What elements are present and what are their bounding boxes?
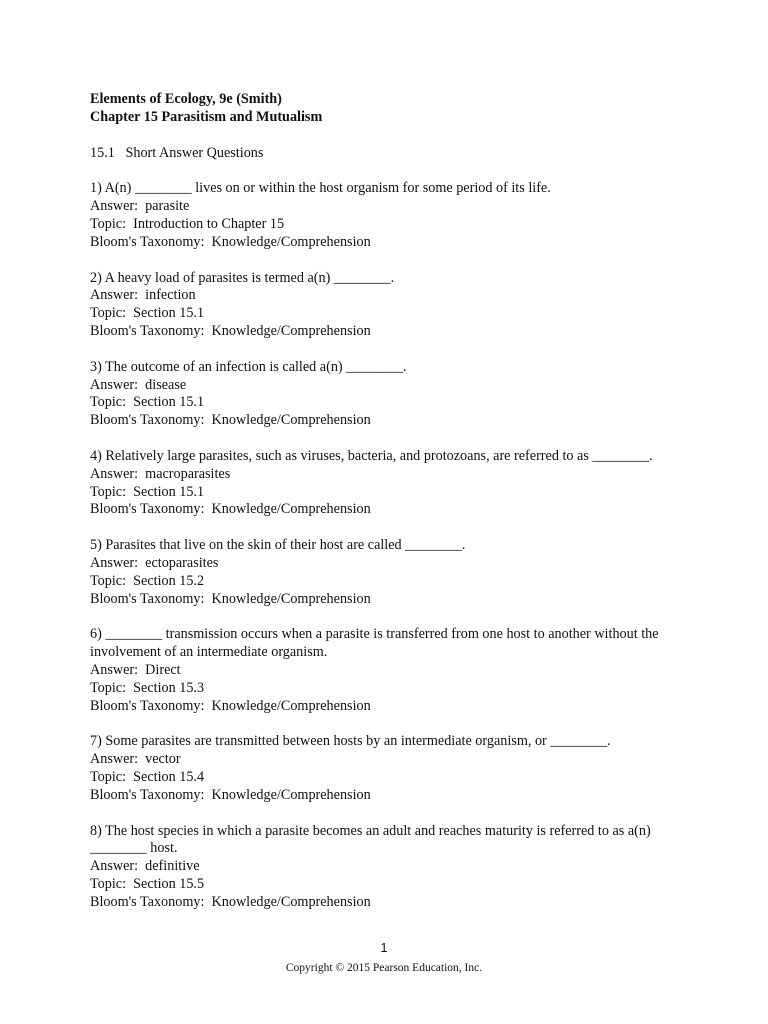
topic-text: Topic: Section 15.5 (90, 875, 205, 892)
answer-text: Answer: vector (90, 751, 181, 768)
blooms-text: Bloom's Taxonomy: Knowledge/Comprehension (90, 501, 371, 518)
section-heading: 15.1 Short Answer Questions (90, 144, 264, 161)
question-block-3 (90, 359, 690, 430)
blooms-text: Bloom's Taxonomy: Knowledge/Comprehension (90, 786, 371, 803)
answer-text: Answer: disease (90, 376, 187, 393)
topic-text: Topic: Section 15.3 (90, 679, 205, 696)
topic-text: Topic: Section 15.1 (90, 483, 205, 500)
question-block-2 (90, 270, 690, 341)
answer-text: Answer: ectoparasites (90, 554, 219, 571)
question-block-4 (90, 448, 690, 519)
answer-text: Answer: infection (90, 287, 196, 304)
question-block-6 (90, 626, 690, 715)
blooms-text: Bloom's Taxonomy: Knowledge/Comprehension (90, 322, 371, 339)
blooms-text: Bloom's Taxonomy: Knowledge/Comprehension (90, 590, 371, 607)
topic-text: Topic: Introduction to Chapter 15 (90, 215, 285, 232)
answer-text: Answer: parasite (90, 198, 190, 215)
question-block-8 (90, 823, 690, 912)
blooms-text: Bloom's Taxonomy: Knowledge/Comprehension (90, 697, 371, 714)
question-text: 8) The host species in which a parasite becomes an adult and reaches maturity is referred to as a(n) ________ host. (90, 822, 655, 857)
question-text: 4) Relatively large parasites, such as viruses, bacteria, and protozoans, are referred to as ________. (90, 447, 653, 464)
answer-text: Answer: macroparasites (90, 465, 231, 482)
topic-text: Topic: Section 15.1 (90, 394, 205, 411)
book-title: Elements of Ecology, 9e (Smith) (90, 91, 282, 107)
page-number: 1 (380, 940, 388, 955)
topic-text: Topic: Section 15.2 (90, 572, 205, 589)
question-text: 1) A(n) ________ lives on or within the host organism for some period of its life. (90, 180, 551, 197)
question-block-5 (90, 537, 690, 608)
topic-text: Topic: Section 15.4 (90, 768, 205, 785)
topic-text: Topic: Section 15.1 (90, 305, 205, 322)
blooms-text: Bloom's Taxonomy: Knowledge/Comprehension (90, 893, 371, 910)
question-text: 2) A heavy load of parasites is termed a(n) ________. (90, 269, 395, 286)
copyright-notice: Copyright © 2015 Pearson Education, Inc. (285, 962, 483, 974)
answer-text: Answer: Direct (90, 661, 181, 678)
blooms-text: Bloom's Taxonomy: Knowledge/Comprehension (90, 412, 371, 429)
question-block-7 (90, 733, 690, 804)
question-text: 7) Some parasites are transmitted between hosts by an intermediate organism, or ________. (90, 733, 611, 750)
chapter-title: Chapter 15 Parasitism and Mutualism (90, 108, 323, 125)
question-text: 5) Parasites that live on the skin of their host are called ________. (90, 537, 466, 554)
question-text: 6) ________ transmission occurs when a parasite is transferred from one host to another without the involvement of an intermediate organism. (90, 626, 663, 661)
question-text: 3) The outcome of an infection is called a(n) ________. (90, 358, 407, 375)
page-content (90, 91, 690, 911)
answer-text: Answer: definitive (90, 858, 200, 875)
question-block-1 (90, 180, 690, 251)
blooms-text: Bloom's Taxonomy: Knowledge/Comprehension (90, 233, 371, 250)
